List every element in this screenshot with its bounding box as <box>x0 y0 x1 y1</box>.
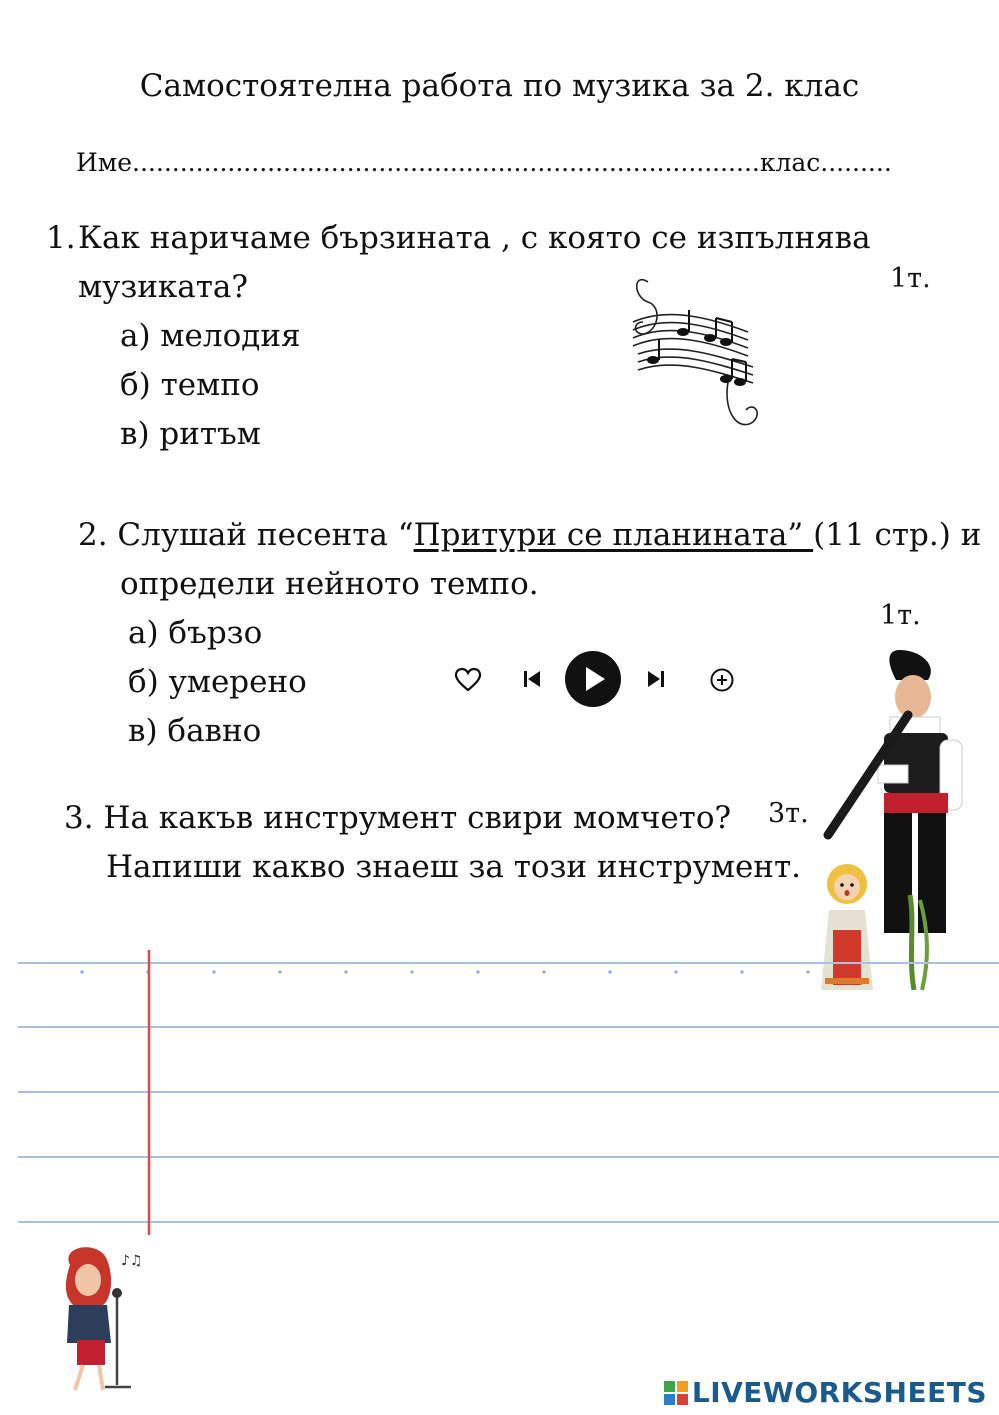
question-2-option-a[interactable]: а) бързо <box>128 615 263 651</box>
singer-illustration <box>55 1245 145 1395</box>
question-1-option-b[interactable]: б) темпо <box>120 367 260 403</box>
question-1-text-line-1: Как наричаме бързината , с която се изпълнява <box>78 220 871 256</box>
question-2-text-line-1 <box>78 517 981 553</box>
logo-text: LIVEWORKSHEETS <box>691 1376 987 1409</box>
question-1-option-a[interactable]: а) мелодия <box>120 318 301 354</box>
question-2-option-b[interactable]: б) умерено <box>128 664 307 700</box>
song-title: Притури се планината” <box>413 517 814 553</box>
skip-forward-icon[interactable] <box>646 669 666 689</box>
question-2-points: 1т. <box>880 600 921 631</box>
question-1-points: 1т. <box>890 263 931 294</box>
heart-icon[interactable] <box>454 667 482 693</box>
question-1-text-line-2: музиката? <box>78 269 249 305</box>
music-notes-illustration <box>628 262 773 434</box>
skip-back-icon[interactable] <box>522 669 542 689</box>
audio-player <box>448 650 748 708</box>
svg-text:♪♫: ♪♫ <box>121 1253 143 1269</box>
liveworksheets-logo <box>664 1376 987 1409</box>
question-2-text-before: 2. Слушай песента “ <box>78 517 414 553</box>
logo-badge-icon <box>664 1379 688 1403</box>
play-icon[interactable] <box>564 650 622 708</box>
lined-writing-area[interactable] <box>18 945 999 1235</box>
add-circle-icon[interactable] <box>709 667 735 693</box>
question-1-number: 1. <box>46 220 76 256</box>
question-2-text-after: (11 стр.) и <box>813 517 982 553</box>
question-1-option-c[interactable]: в) ритъм <box>120 416 261 452</box>
page-title: Самостоятелна работа по музика за 2. клас <box>139 68 860 104</box>
question-2-option-c[interactable]: в) бавно <box>128 713 262 749</box>
name-class-line: Име...............................................................................клас......... <box>76 148 892 177</box>
question-3-text-line-2: Напиши какво знаеш за този инструмент. <box>106 849 801 885</box>
question-3-points: 3т. <box>768 798 809 829</box>
question-2-text-line-2: определи нейното темпо. <box>120 566 539 602</box>
question-3-text-line-1: 3. На какъв инструмент свири момчето? <box>64 800 732 836</box>
